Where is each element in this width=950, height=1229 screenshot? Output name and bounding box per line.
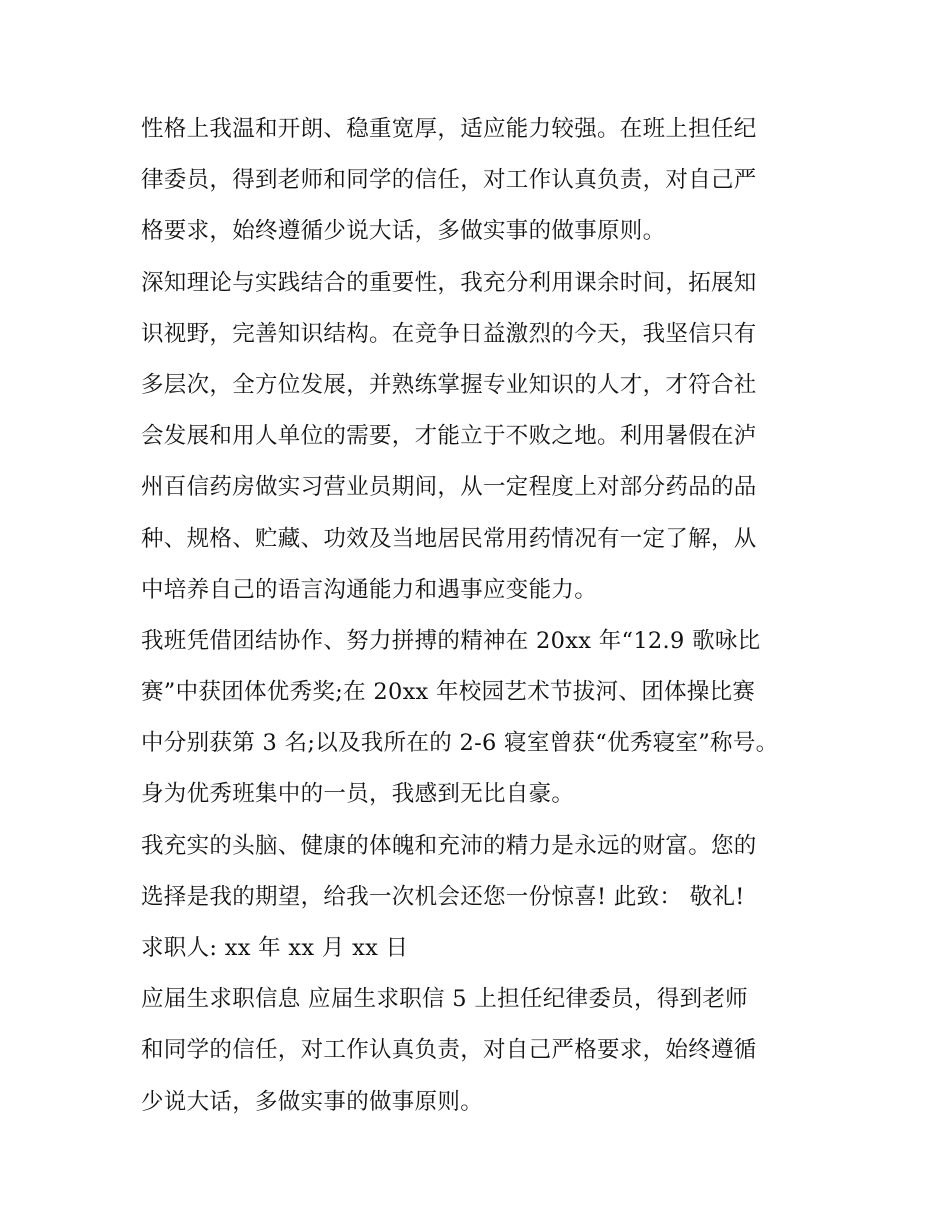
text-line: 我充实的头脑、健康的体魄和充沛的精力是永远的财富。您的	[141, 832, 757, 859]
document-body	[141, 104, 813, 1128]
text-line: 中分别获第 3 名;以及我所在的 2-6 寝室曾获“优秀寝室”称号。	[141, 730, 779, 757]
text-line: 我班凭借团结协作、努力拼搏的精神在 20xx 年“12.9 歌咏比	[141, 627, 761, 654]
text-line: 深知理论与实践结合的重要性，我充分利用课余时间，拓展知	[141, 269, 757, 296]
text-line: 赛”中获团体优秀奖;在 20xx 年校园艺术节拔河、团体操比赛	[141, 679, 756, 706]
text-line: 和同学的信任，对工作认真负责，对自己严格要求，始终遵循	[141, 1037, 757, 1064]
text-line: 选择是我的期望，给我一次机会还您一份惊喜! 此致： 敬礼!	[141, 883, 745, 910]
text-line: 多层次，全方位发展，并熟练掌握专业知识的人才，才符合社	[141, 371, 757, 398]
text-line: 求职人: xx 年 xx 月 xx 日	[141, 935, 409, 961]
text-line: 会发展和用人单位的需要，才能立于不败之地。利用暑假在泸	[141, 423, 757, 450]
text-line: 性格上我温和开朗、稳重宽厚，适应能力较强。在班上担任纪	[141, 116, 757, 142]
text-line: 律委员，得到老师和同学的信任，对工作认真负责，对自己严	[141, 167, 757, 194]
text-line: 中培养自己的语言沟通能力和遇事应变能力。	[141, 576, 598, 603]
text-line: 应届生求职信息 应届生求职信 5 上担任纪律委员，得到老师	[141, 986, 748, 1013]
text-line: 格要求，始终遵循少说大话，多做实事的做事原则。	[141, 218, 666, 245]
text-line: 识视野，完善知识结构。在竞争日益激烈的今天，我坚信只有	[141, 320, 757, 347]
text-line: 州百信药房做实习营业员期间，从一定程度上对部分药品的品	[141, 474, 757, 501]
text-line: 种、规格、贮藏、功效及当地居民常用药情况有一定了解，从	[141, 525, 757, 552]
text-line: 少说大话，多做实事的做事原则。	[141, 1088, 484, 1115]
text-line: 身为优秀班集中的一员，我感到无比自豪。	[141, 781, 575, 808]
